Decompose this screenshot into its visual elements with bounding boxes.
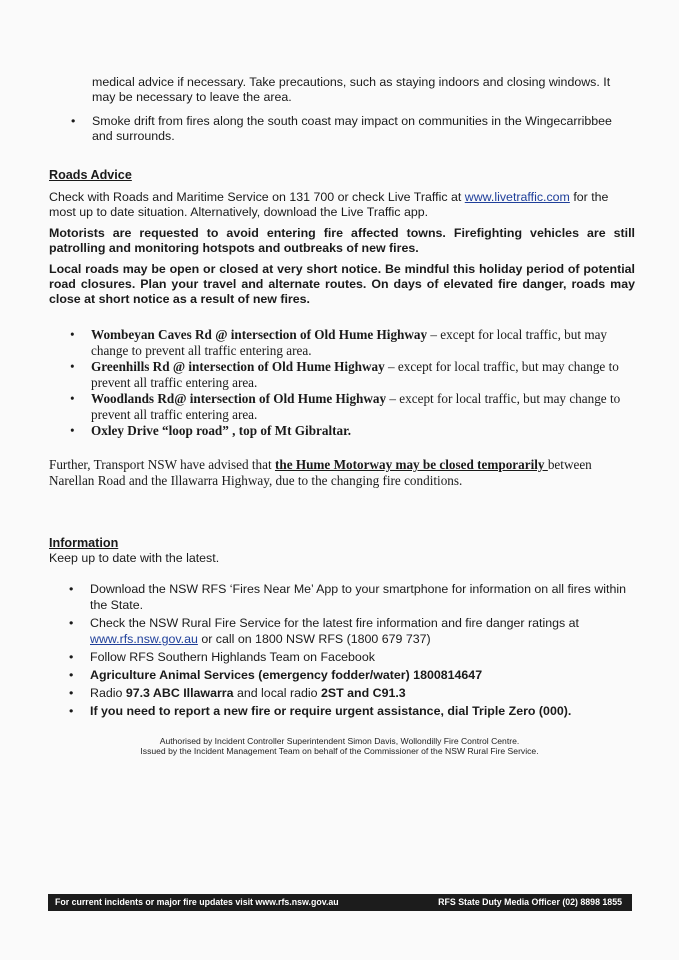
info-item-facebook <box>69 649 635 665</box>
road-note: – except for local traffic, but may change to prevent all traffic entering area. <box>91 391 621 422</box>
info-text: If you need to report a new fire or require urgent assistance, dial Triple Zero (000). <box>90 704 572 718</box>
road-name: Oxley Drive “loop road” , top of Mt Gibraltar. <box>91 423 352 438</box>
info-text: Radio <box>90 686 126 700</box>
road-note: – except for local traffic, but may change to prevent all traffic entering area. <box>91 327 608 358</box>
roads-check-text: Check with Roads and Maritime Service on 131 700 or check Live Traffic at <box>49 190 465 204</box>
road-name: Wombeyan Caves Rd @ intersection of Old Hume Highway <box>91 327 428 342</box>
roads-advice-heading: Roads Advice <box>49 168 132 182</box>
local-roads-warning: Local roads may be open or closed at very short notice. Be mindful this holiday period of potential road closures. Plan your travel and alternate routes. On days of elevated fire danger, roads may close at short notice as a result of new fires. <box>49 262 635 306</box>
road-closure-item <box>70 359 635 390</box>
motorists-warning: Motorists are requested to avoid entering fire affected towns. Firefighting vehicles are still patrolling and monitoring hotspots and outbreaks of new fires. <box>49 226 635 255</box>
roads-check-paragraph <box>49 190 635 220</box>
bullet-dot: • <box>71 114 76 128</box>
bullet-dot: • <box>70 327 75 342</box>
hume-text: Further, Transport NSW have advised that <box>49 457 275 472</box>
info-text-bold: 2ST and C91.3 <box>320 686 406 700</box>
info-item-radio <box>69 685 635 701</box>
info-text: Check the NSW Rural Fire Service for the latest fire information and fire danger ratings at <box>90 616 579 630</box>
road-name: Woodlands Rd@ intersection of Old Hume Highway <box>91 391 387 406</box>
smoke-drift-item <box>71 114 635 144</box>
hume-closure-emphasis: the Hume Motorway may be closed temporarily <box>274 457 548 472</box>
medical-advice-text: medical advice if necessary. Take precautions, such as staying indoors and closing windows. It may be necessary to leave the area. <box>92 75 611 104</box>
hume-text-end: between Narellan Road and the Illawarra Highway, due to the changing fire conditions. <box>49 457 592 488</box>
authorisation-line-1: Authorised by Incident Controller Superintendent Simon Davis, Wollondilly Fire Control Centre. <box>159 736 520 746</box>
bullet-dot: • <box>69 668 74 682</box>
livetraffic-link[interactable]: www.livetraffic.com <box>464 190 570 204</box>
info-item-triple-zero <box>69 703 635 719</box>
info-text: Download the NSW RFS ‘Fires Near Me’ App to your smartphone for information on all fires within the State. <box>90 582 626 612</box>
info-item-fires-near-me <box>69 581 635 613</box>
bullet-dot: • <box>69 704 74 718</box>
footer-incidents-text: For current incidents or major fire updates visit www.rfs.nsw.gov.au <box>55 897 339 907</box>
road-closure-item <box>70 327 635 358</box>
road-name: Greenhills Rd @ intersection of Old Hume Highway <box>91 359 385 374</box>
information-intro: Keep up to date with the latest. <box>49 551 220 565</box>
authorisation-line-2: Issued by the Incident Management Team on behalf of the Commissioner of the NSW Rural Fire Service. <box>140 746 539 756</box>
bullet-dot: • <box>69 650 74 664</box>
road-closure-item <box>70 391 635 422</box>
road-closure-item <box>70 423 635 439</box>
info-item-rfs-website <box>69 615 635 647</box>
info-text-bold: 97.3 ABC Illawarra <box>125 686 234 700</box>
information-heading: Information <box>49 536 119 550</box>
information-list <box>69 581 635 719</box>
bullet-dot: • <box>69 582 74 596</box>
hume-motorway-paragraph <box>49 457 639 488</box>
info-text: Follow RFS Southern Highlands Team on Facebook <box>90 650 375 664</box>
smoke-drift-text: Smoke drift from fires along the south coast may impact on communities in the Wingecarribbee and surrounds. <box>92 114 612 143</box>
footer-bar <box>48 894 632 911</box>
bullet-dot: • <box>69 616 74 630</box>
footer-media-officer-text: RFS State Duty Media Officer (02) 8898 1855 <box>438 897 622 907</box>
info-text: or call on 1800 NSW RFS (1800 679 737) <box>197 632 431 646</box>
roads-check-text-end: for the most up to date situation. Alternatively, download the Live Traffic app. <box>49 190 609 219</box>
road-closures-list <box>70 327 635 439</box>
info-item-animal-services <box>69 667 635 683</box>
info-text: Agriculture Animal Services (emergency fodder/water) 1800814647 <box>90 668 483 682</box>
road-note: – except for local traffic, but may change to prevent all traffic entering area. <box>91 359 619 390</box>
bullet-dot: • <box>70 359 75 374</box>
bullet-dot: • <box>69 686 74 700</box>
top-bullet-list <box>71 75 635 144</box>
bullet-dot: • <box>70 391 75 406</box>
rfs-website-link[interactable]: www.rfs.nsw.gov.au <box>90 632 198 646</box>
info-text: and local radio <box>233 686 321 700</box>
bullet-dot: • <box>70 423 75 438</box>
